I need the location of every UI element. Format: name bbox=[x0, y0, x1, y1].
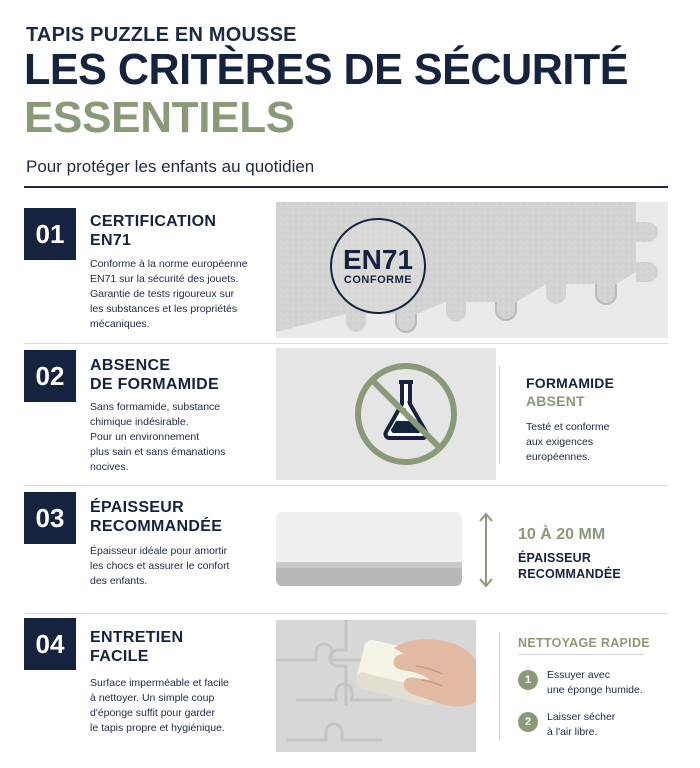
section-title: ENTRETIEN FACILE bbox=[90, 629, 184, 665]
page-title-highlight: ESSENTIELS bbox=[24, 93, 295, 142]
section-entretien bbox=[24, 614, 668, 756]
cleaning-step: Laisser sécher à l'air libre. bbox=[547, 711, 616, 738]
cleaning-sponge-image bbox=[276, 620, 476, 752]
step-badge: 1 bbox=[518, 670, 538, 690]
section-number: 04 bbox=[24, 618, 76, 670]
foam-texture-panel bbox=[276, 348, 496, 480]
cleaning-step: Essuyer avec une éponge humide. bbox=[547, 669, 643, 696]
section-epaisseur bbox=[24, 486, 668, 614]
section-body: Conforme à la norme européenne EN71 sur la sécurité des jouets. Garantie de tests rigoureux sur les substances et les propriétés mécaniques. bbox=[90, 258, 248, 330]
cleaning-title: NETTOYAGE RAPIDE bbox=[518, 636, 650, 650]
thickness-label: ÉPAISSEUR RECOMMANDÉE bbox=[518, 551, 621, 581]
header-divider bbox=[24, 186, 668, 188]
section-body: Épaisseur idéale pour amortir les chocs et assurer le confort des enfants. bbox=[90, 545, 230, 587]
section-body: Sans formamide, substance chimique indésirable. Pour un environnement plus sain et sans émanations nocives. bbox=[90, 401, 226, 473]
formamide-status: FORMAMIDE ABSENT bbox=[526, 375, 615, 409]
page-kicker: TAPIS PUZZLE EN MOUSSE bbox=[26, 24, 297, 46]
foam-puzzle-image bbox=[276, 202, 668, 338]
thickness-value: 10 À 20 MM bbox=[518, 526, 606, 543]
section-title: ÉPAISSEUR RECOMMANDÉE bbox=[90, 499, 223, 535]
section-number: 02 bbox=[24, 350, 76, 402]
section-certification bbox=[24, 202, 668, 344]
section-title: ABSENCE DE FORMAMIDE bbox=[90, 357, 219, 393]
formamide-note: Testé et conforme aux exigences européennes. bbox=[526, 421, 610, 463]
thickness-arrow bbox=[478, 512, 494, 588]
section-body: Surface imperméable et facile à nettoyer. Un simple coup d'éponge suffit pour garder le tapis propre et hygiénique. bbox=[90, 677, 229, 734]
step-badge: 2 bbox=[518, 712, 538, 732]
section-number: 01 bbox=[24, 208, 76, 260]
section-number: 03 bbox=[24, 492, 76, 544]
section-formamide bbox=[24, 344, 668, 486]
en71-seal: EN71 CONFORME bbox=[330, 218, 426, 314]
page-subtitle: Pour protéger les enfants au quotidien bbox=[26, 157, 315, 176]
section-title: CERTIFICATION EN71 bbox=[90, 213, 217, 249]
page-title: LES CRITÈRES DE SÉCURITÉ bbox=[24, 45, 628, 94]
foam-thickness-image bbox=[276, 506, 466, 592]
no-chemical-flask-icon bbox=[276, 348, 496, 480]
